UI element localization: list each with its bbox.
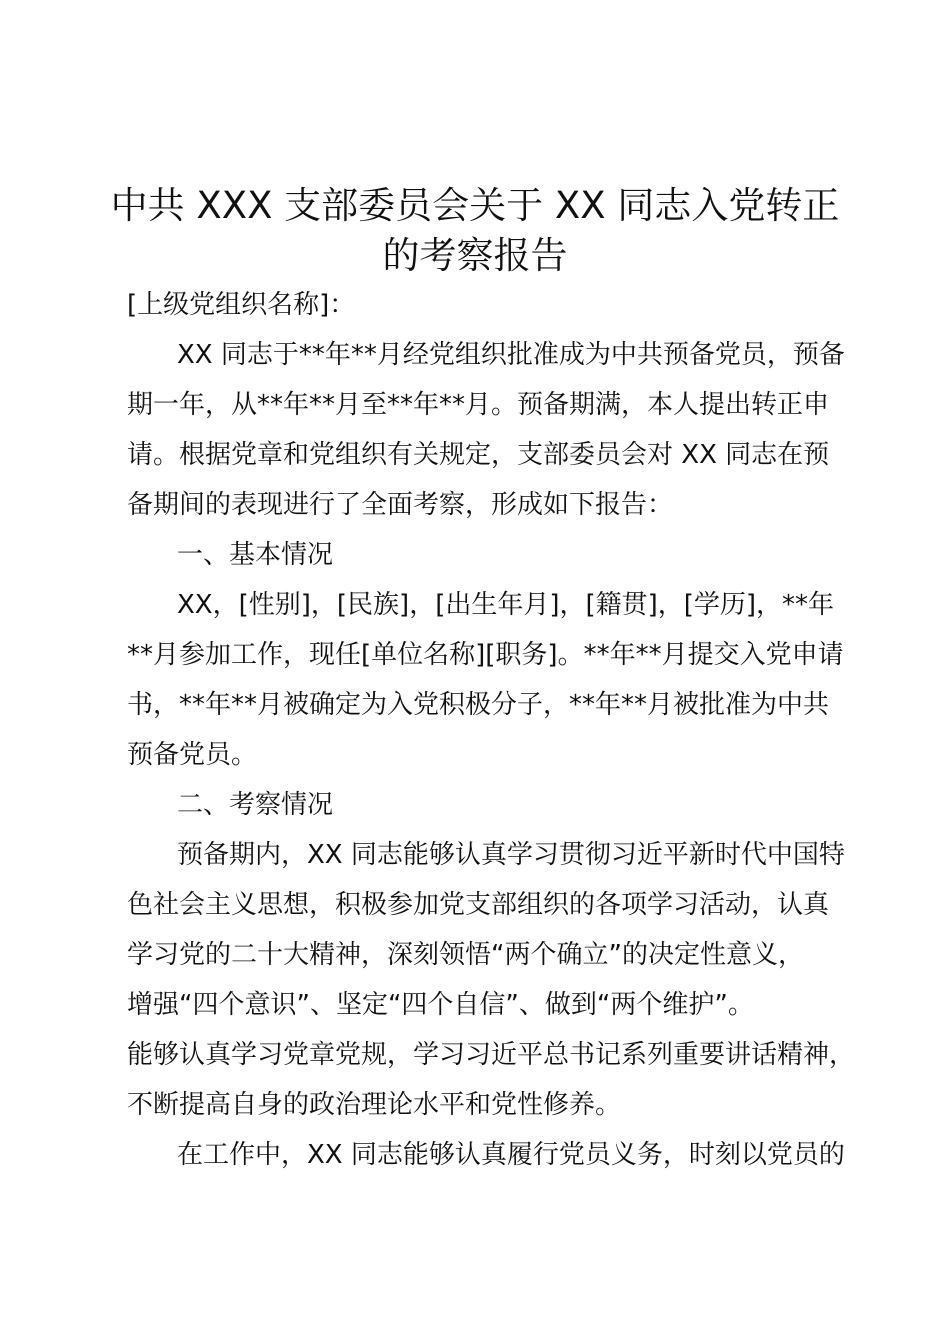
paragraph-1-line-2: 期一年，从**年**月至**年**月。预备期满，本人提出转正申 <box>127 390 830 420</box>
paragraph-1-line-4: 备期间的表现进行了全面考察，形成如下报告： <box>127 490 674 520</box>
section-heading-1: 一、基本情况 <box>177 540 334 570</box>
section-heading-2: 二、考察情况 <box>177 790 334 820</box>
paragraph-3-line-4: 增强“四个意识”、坚定“四个自信”、做到“两个维护”。 <box>127 990 754 1020</box>
salutation: [上级党组织名称]： <box>127 290 356 320</box>
paragraph-2-line-3: 书，**年**月被确定为入党积极分子，**年**月被批准为中共 <box>127 690 830 720</box>
paragraph-2-line-2: **月参加工作，现任[单位名称][职务]。**年**月提交入党申请 <box>127 640 844 670</box>
paragraph-3-line-6: 不断提高自身的政治理论水平和党性修养。 <box>127 1090 622 1120</box>
paragraph-1-line-1: XX 同志于**年**月经党组织批准成为中共预备党员，预备 <box>177 340 845 370</box>
paragraph-3-line-3: 学习党的二十大精神，深刻领悟“两个确立”的决定性意义， <box>127 940 804 970</box>
paragraph-2-line-4: 预备党员。 <box>127 740 258 770</box>
paragraph-1-line-3: 请。根据党章和党组织有关规定，支部委员会对 XX 同志在预 <box>127 440 830 470</box>
document-title-line-1: 中共 XXX 支部委员会关于 XX 同志入党转正 <box>110 184 840 227</box>
paragraph-3-line-5: 能够认真学习党章党规，学习习近平总书记系列重要讲话精神， <box>127 1040 856 1070</box>
paragraph-2-line-1: XX，[性别]，[民族]，[出生年月]，[籍贯]，[学历]，**年 <box>177 590 835 620</box>
paragraph-4-line-1: 在工作中，XX 同志能够认真履行党员义务，时刻以党员的 <box>177 1140 845 1170</box>
document-title-line-2: 的考察报告 <box>382 234 568 277</box>
paragraph-3-line-2: 色社会主义思想，积极参加党支部组织的各项学习活动，认真 <box>127 890 830 920</box>
paragraph-3-line-1: 预备期内，XX 同志能够认真学习贯彻习近平新时代中国特 <box>177 840 845 870</box>
